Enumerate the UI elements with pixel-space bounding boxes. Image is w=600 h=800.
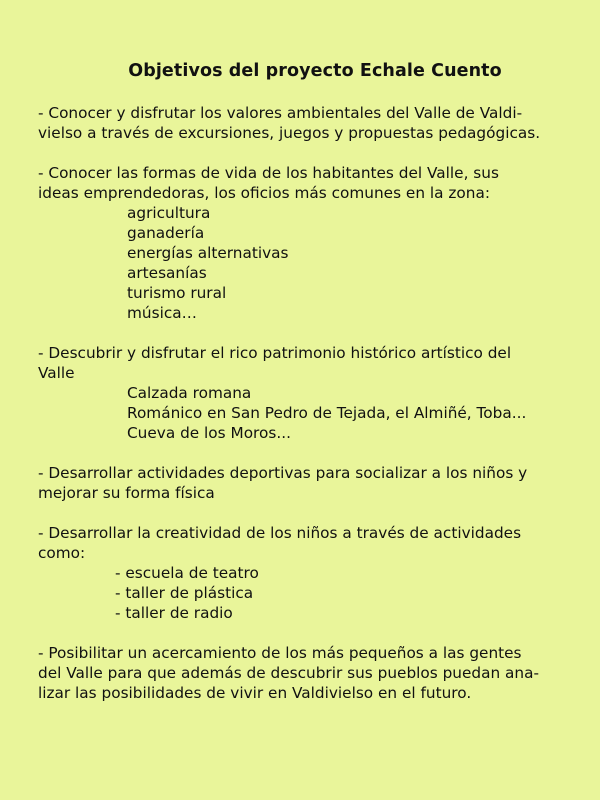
paragraph-line: Valle (38, 364, 75, 382)
list-item: - taller de radio (115, 604, 233, 622)
list-item: turismo rural (127, 284, 227, 302)
objective-environment (38, 103, 588, 143)
paragraph-line: - Desarrollar actividades deportivas para socializar a los niños y (38, 464, 528, 482)
paragraph-line: ideas emprendedoras, los oficios más comunes en la zona: (38, 184, 490, 202)
list-item: Calzada romana (127, 384, 252, 402)
objective-heritage (38, 343, 588, 443)
list-item: - taller de plástica (115, 584, 254, 602)
objective-community (38, 643, 588, 703)
objective-creativity (38, 523, 588, 623)
paragraph-line: - Conocer las formas de vida de los habitantes del Valle, sus (38, 164, 499, 182)
paragraph-line: como: (38, 544, 86, 562)
paragraph-line: - Posibilitar un acercamiento de los más pequeños a las gentes (38, 644, 522, 662)
list-item: energías alternativas (127, 244, 289, 262)
list-item: ganadería (127, 224, 205, 242)
paragraph-line: - Desarrollar la creatividad de los niños a través de actividades (38, 524, 522, 542)
objective-ways-of-life (38, 163, 588, 323)
paragraph-line: - Conocer y disfrutar los valores ambientales del Valle de Valdi- (38, 104, 523, 122)
paragraph-line: - Descubrir y disfrutar el rico patrimonio histórico artístico del (38, 344, 512, 362)
document-body (38, 103, 588, 723)
list-item: - escuela de teatro (115, 564, 259, 582)
list-item: música… (127, 304, 197, 322)
list-item: artesanías (127, 264, 207, 282)
paragraph-line: del Valle para que además de descubrir sus pueblos puedan ana- (38, 664, 540, 682)
paragraph-line: lizar las posibilidades de vivir en Valdivielso en el futuro. (38, 684, 472, 702)
paragraph-line: mejorar su forma física (38, 484, 215, 502)
list-item: Cueva de los Moros... (127, 424, 291, 442)
objective-sports (38, 463, 588, 503)
paragraph-line: vielso a través de excursiones, juegos y propuestas pedagógicas. (38, 124, 541, 142)
list-item: agricultura (127, 204, 211, 222)
list-item: Románico en San Pedro de Tejada, el Almiñé, Toba... (127, 404, 527, 422)
page-title: Objetivos del proyecto Echale Cuento (128, 61, 502, 81)
